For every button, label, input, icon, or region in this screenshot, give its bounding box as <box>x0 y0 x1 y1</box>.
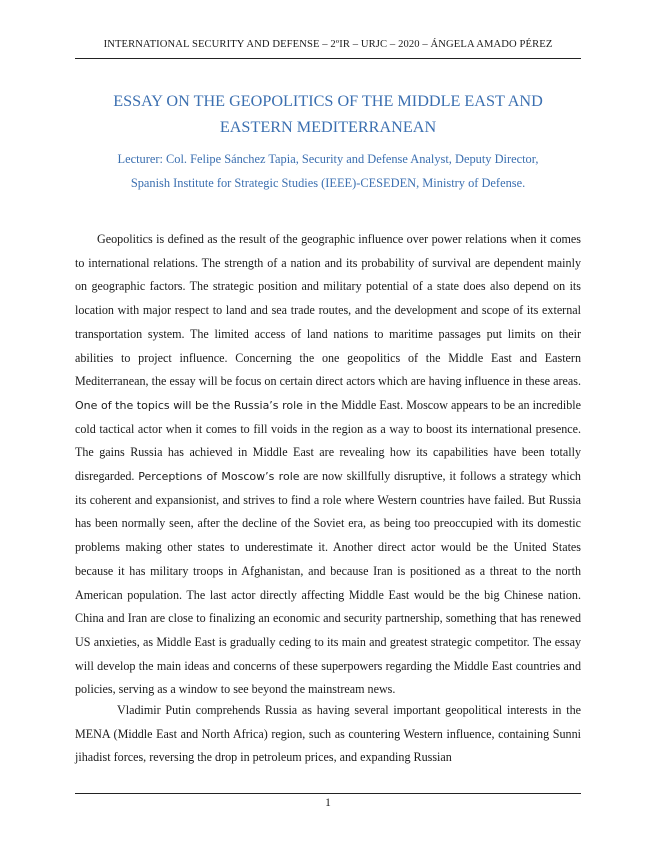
page-number: 1 <box>325 797 331 809</box>
essay-title-line-2: EASTERN MEDITERRANEAN <box>219 118 437 136</box>
paragraph-1-highlight-perceptions: Perceptions of Moscow’s role <box>138 470 300 484</box>
paragraph-1-highlight-russia-role: One of the topics will be the Russia’s role in the <box>75 398 339 412</box>
body-paragraph-1 <box>75 228 581 702</box>
paragraph-1-text: Geopolitics is defined as the result of the geographic influence over power relations when it comes to international relations. The strength of a nation and its probability of survival are dependent mainly on geographic factors. The strategic position and military potential of a state does also depend on its location with major respect to land and sea trade routes, and the development and scope of its external transportation system. The limited access of land nations to maritime passages put limits on their abilities to project influence. Concerning the one geopolitics of the Middle East and Eastern Mediterranean, the essay will be focus on certain direct actors which are having influence in these areas. <box>75 232 581 389</box>
lecturer-line-1: Lecturer: Col. Felipe Sánchez Tapia, Security and Defense Analyst, Deputy Director, <box>117 152 539 166</box>
paragraph-1-text-continued: Middle East. Moscow appears to be an incredible cold tactical actor when it comes to fill voids in the region as a way to boost its international presence. The gains Russia has achieved in Middle East are revealing how its capabilities have been totally disregarded. <box>75 397 581 484</box>
body-paragraph-2: Vladimir Putin comprehends Russia as having several important geopolitical interests in the MENA (Middle East and North Africa) region, such as countering Western influence, containing Sunni jihadist forces, reversing the drop in petroleum prices, and expanding Russian <box>75 703 581 765</box>
header-divider <box>75 58 581 59</box>
lecturer-info <box>75 147 581 195</box>
essay-title-line-1: ESSAY ON THE GEOPOLITICS OF THE MIDDLE EAST AND <box>113 92 543 110</box>
footer-divider <box>75 793 581 794</box>
running-header: INTERNATIONAL SECURITY AND DEFENSE – 2ºIR – URJC – 2020 – ÁNGELA AMADO PÉREZ <box>103 39 553 50</box>
lecturer-line-2: Spanish Institute for Strategic Studies (IEEE)-CESEDEN, Ministry of Defense. <box>130 176 526 190</box>
essay-title <box>75 88 581 140</box>
paragraph-1-text-end: are now skillfully disruptive, it follows a strategy which its coherent and expansionist, and strives to find a role where Western countries have failed. But Russia has been normally seen, after the decline of the Soviet era, as being too preoccupied with its domestic problems making other states to underestimate it. Another direct actor would be the United States because it has military troops in Afghanistan, and because Iran is positioned as a threat to the north American population. The last actor directly affecting Middle East would be the big Chinese nation. China and Iran are close to finalizing an economic and security partnership, something that has renewed US anxieties, as Middle East is gradually ceding to its main and greatest strategic competitor. The essay will develop the main ideas and concerns of these superpowers regarding the Middle East countries and policies, serving as a window to see beyond the mainstream news. <box>75 469 581 697</box>
